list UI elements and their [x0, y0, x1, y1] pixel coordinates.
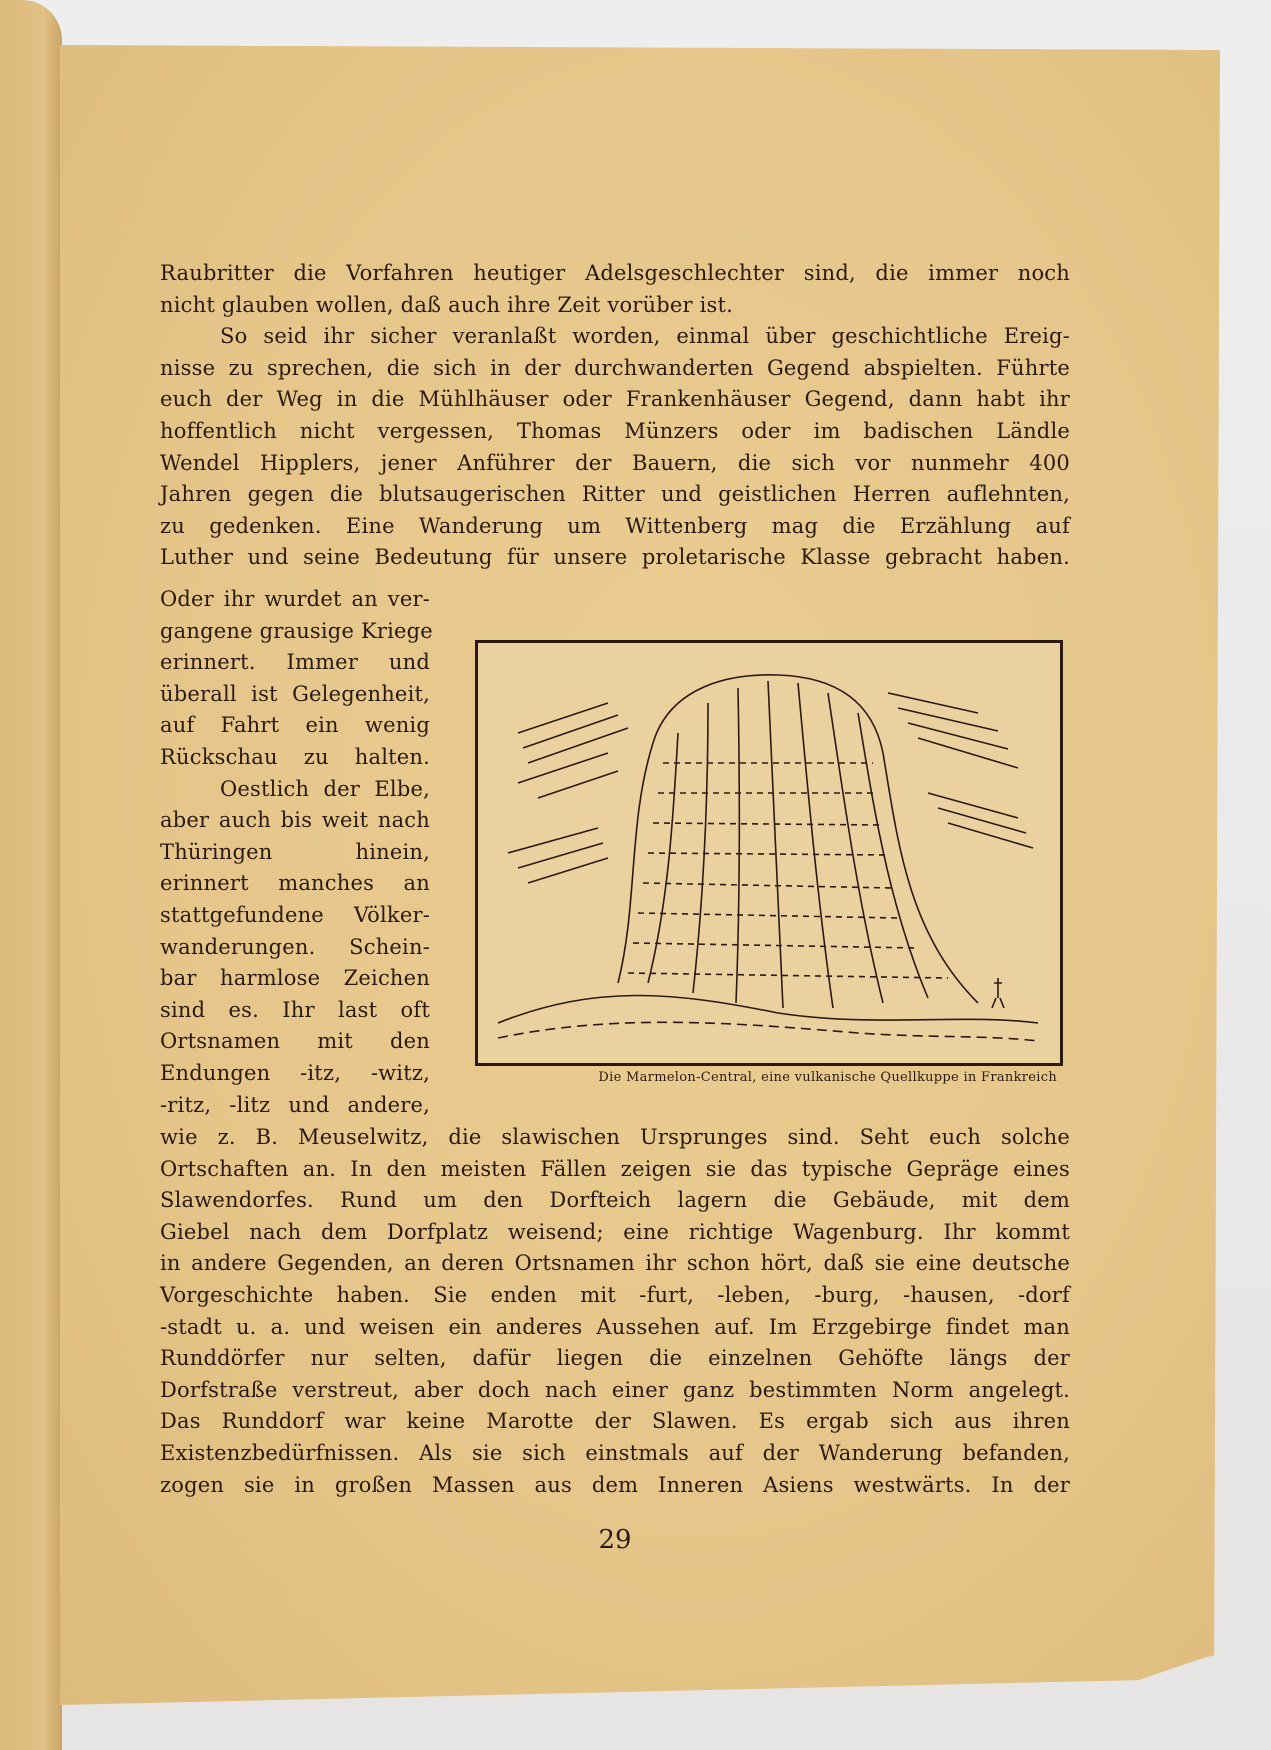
text-line: überall ist Gelegenheit,	[160, 681, 430, 706]
figure-caption: Die Marmelon-Central, eine vulkanische Quellkuppe in Frankreich	[598, 1070, 1057, 1085]
page-number: 29	[598, 1525, 632, 1555]
text-line: aber auch bis weit nach	[160, 808, 430, 833]
text-line: Giebel nach dem Dorfplatz weisend; eine richtige Wagenburg. Ihr kommt	[160, 1219, 1070, 1244]
text-line: stattgefundene Völker-	[160, 902, 430, 927]
text-line: -stadt u. a. und weisen ein anderes Aussehen auf. Im Erzgebirge findet man	[160, 1314, 1070, 1339]
text-line: Runddörfer nur selten, dafür liegen die einzelnen Gehöfte längs der	[160, 1346, 1070, 1371]
text-line: sind es. Ihr last oft	[160, 997, 430, 1022]
text-line: in andere Gegenden, an deren Ortsnamen ihr schon hört, daß sie eine deutsche	[160, 1251, 1070, 1276]
text-block-narrow-column	[160, 584, 433, 1121]
text-line: Wendel Hipplers, jener Anführer der Bauern, die sich vor nunmehr 400	[160, 450, 1070, 475]
text-line: wanderungen. Schein-	[160, 934, 430, 959]
text-line: erinnert. Immer und	[160, 650, 430, 675]
text-line: Oder ihr wurdet an ver-	[160, 587, 430, 611]
text-line: Existenzbedürfnissen. Als sie sich einstmals auf der Wanderung befanden,	[160, 1440, 1070, 1465]
text-line: erinnert manches an	[160, 871, 430, 896]
volcanic-hill-illustration	[478, 643, 1060, 1063]
text-line: Jahren gegen die blutsaugerischen Ritter und geistlichen Herren auflehnten,	[160, 482, 1070, 507]
text-block-top	[160, 258, 1070, 574]
text-line: So seid ihr sicher veranlaßt worden, einmal über geschichtliche Ereig-	[220, 324, 1070, 349]
text-line: Slawendorfes. Rund um den Dorfteich lagern die Gebäude, mit dem	[160, 1188, 1070, 1213]
text-line: Ortschaften an. In den meisten Fällen zeigen sie das typische Gepräge eines	[160, 1156, 1070, 1181]
text-line: wie z. B. Meuselwitz, die slawischen Ursprunges sind. Seht euch solche	[160, 1125, 1070, 1149]
text-line: Vorgeschichte haben. Sie enden mit -furt, -leben, -burg, -hausen, -dorf	[160, 1282, 1070, 1307]
facing-page-edge	[0, 0, 62, 1750]
text-line: euch der Weg in die Mühlhäuser oder Frankenhäuser Gegend, dann habt ihr	[160, 387, 1070, 412]
text-line: Oestlich der Elbe,	[220, 776, 430, 801]
figure-illustration	[475, 640, 1063, 1066]
text-line: gangene grausige Kriege	[160, 618, 433, 643]
text-line: Luther und seine Bedeutung für unsere proletarische Klasse gebracht haben.	[160, 545, 1070, 570]
text-line: Ortsnamen mit den	[160, 1029, 430, 1054]
text-line: auf Fahrt ein wenig	[160, 713, 430, 738]
text-line: Das Runddorf war keine Marotte der Slawen. Es ergab sich aus ihren	[160, 1409, 1070, 1434]
text-line: zu gedenken. Eine Wanderung um Wittenberg mag die Erzählung auf	[160, 513, 1070, 538]
text-line: nisse zu sprechen, die sich in der durchwanderten Gegend abspielten. Führte	[160, 355, 1070, 380]
text-line: Rückschau zu halten.	[160, 744, 430, 769]
text-line: Raubritter die Vorfahren heutiger Adelsgeschlechter sind, die immer noch	[160, 261, 1070, 285]
text-line: Endungen -itz, -witz,	[160, 1060, 430, 1085]
text-block-bottom	[160, 1122, 1070, 1501]
text-line: bar harmlose Zeichen	[160, 966, 430, 991]
text-line: Dorfstraße verstreut, aber doch nach einer ganz bestimmten Norm angelegt.	[160, 1377, 1070, 1402]
text-line: Thüringen hinein,	[160, 839, 430, 864]
text-line: nicht glauben wollen, daß auch ihre Zeit vorüber ist.	[160, 292, 734, 317]
text-line: hoffentlich nicht vergessen, Thomas Münzers oder im badischen Ländle	[160, 418, 1070, 443]
text-line: zogen sie in großen Massen aus dem Inneren Asiens westwärts. In der	[160, 1472, 1070, 1497]
text-line: -ritz, -litz und andere,	[160, 1092, 430, 1117]
